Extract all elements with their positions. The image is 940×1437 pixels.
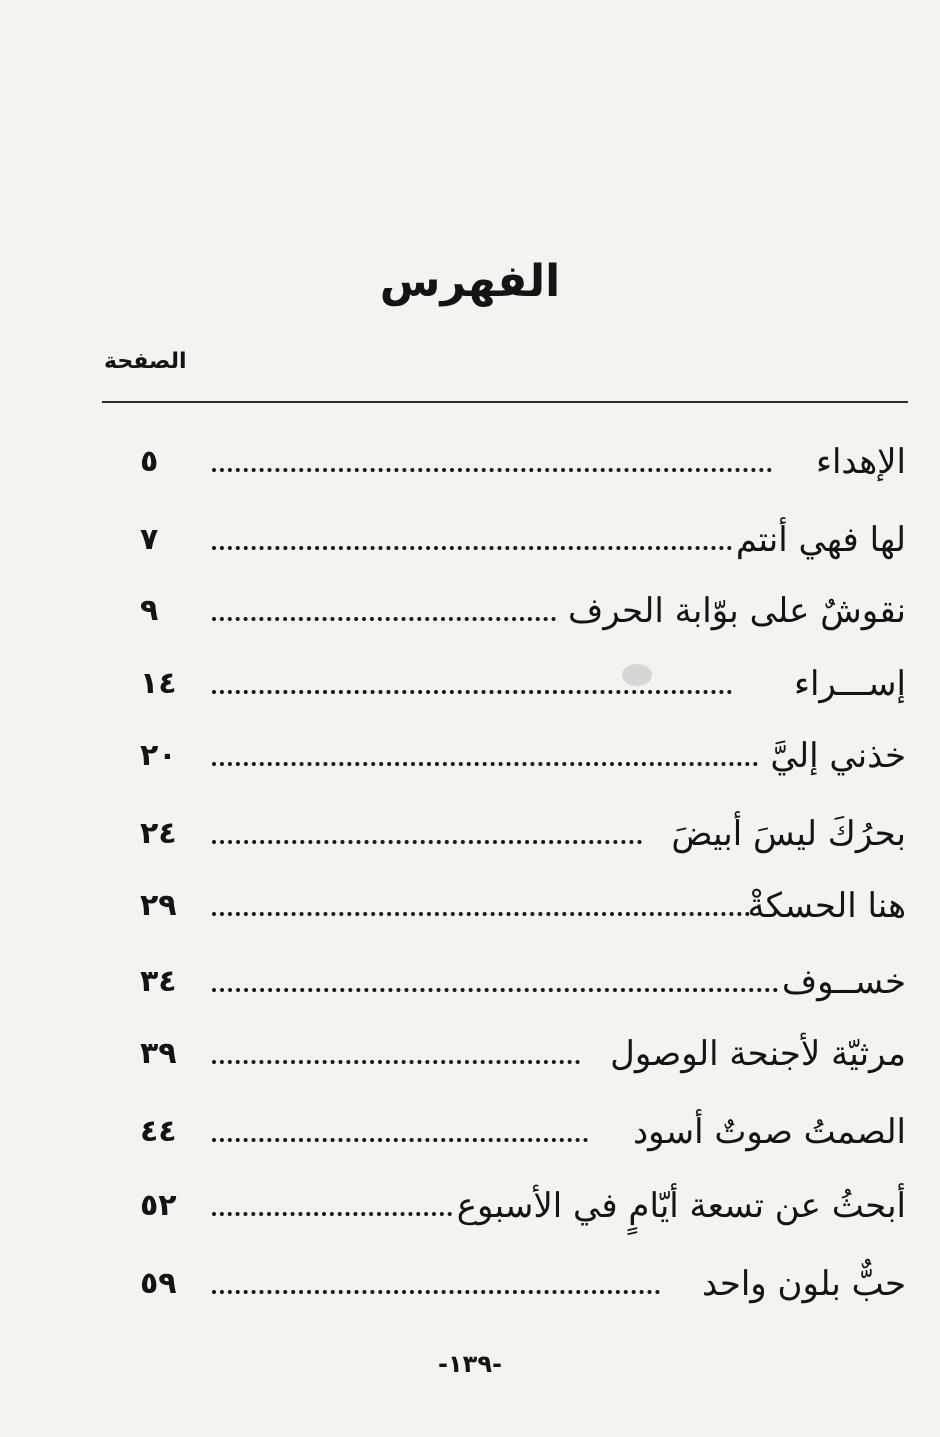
- page-column-header: الصفحة: [104, 349, 187, 374]
- toc-entry: [0, 728, 940, 784]
- dot-leader: [212, 546, 732, 550]
- page-number-footer: -١٣٩-: [438, 1350, 502, 1378]
- toc-entry: [0, 954, 940, 1010]
- dot-leader: [212, 912, 750, 916]
- dot-leader: [212, 617, 556, 621]
- dot-leader: [212, 690, 732, 694]
- toc-entry: [0, 1026, 940, 1082]
- toc-entry-page: ٣٤: [140, 964, 177, 999]
- toc-entry-title: بحرُكَ ليسَ أبيضَ: [671, 814, 906, 854]
- toc-entry: [0, 1178, 940, 1234]
- dot-leader: [212, 1138, 588, 1142]
- toc-entry-title: نقوشٌ على بوّابة الحرف: [568, 591, 906, 631]
- toc-entry-title: لها فهي أنتم: [735, 520, 906, 560]
- toc-entry: [0, 806, 940, 862]
- dot-leader: [212, 840, 642, 844]
- toc-entry-page: ٢٤: [140, 816, 177, 851]
- toc-entry-page: ٧: [140, 522, 159, 557]
- toc-entry: [0, 512, 940, 568]
- toc-entry-page: ٥: [140, 444, 159, 479]
- dot-leader: [212, 1212, 452, 1216]
- toc-entry-title: الصمتُ صوتٌ أسود: [632, 1112, 906, 1152]
- ink-smudge: [622, 664, 652, 686]
- toc-entry: [0, 434, 940, 490]
- toc-entry-title: هنا الحسكةْ: [747, 886, 906, 926]
- dot-leader: [212, 1060, 580, 1064]
- toc-entry-page: ٣٩: [140, 1036, 177, 1071]
- toc-entry-page: ٥٩: [140, 1266, 177, 1301]
- toc-entry: [0, 1104, 940, 1160]
- toc-entry-page: ١٤: [140, 666, 177, 701]
- toc-entry-page: ٤٤: [140, 1114, 177, 1149]
- toc-entry-title: خســوف: [781, 962, 906, 1002]
- toc-entry-page: ٢٠: [140, 738, 177, 773]
- toc-entry: [0, 583, 940, 639]
- toc-entry-page: ٢٩: [140, 888, 177, 923]
- toc-entry-title: مرثيّة لأجنحة الوصول: [610, 1034, 906, 1074]
- page-title: الفهرس: [379, 256, 561, 307]
- toc-entry-title: إســـراء: [793, 664, 906, 704]
- dot-leader: [212, 988, 778, 992]
- toc-entry-title: حبٌّ بلون واحد: [702, 1264, 906, 1304]
- dot-leader: [212, 468, 772, 472]
- toc-entry-page: ٥٢: [140, 1188, 177, 1223]
- toc-entry-page: ٩: [140, 593, 159, 628]
- toc-entry-title: الإهداء: [815, 442, 906, 482]
- toc-entry: [0, 1256, 940, 1312]
- toc-entry-title: خذني إليَّ: [770, 736, 906, 776]
- dot-leader: [212, 762, 758, 766]
- dot-leader: [212, 1290, 660, 1294]
- toc-entry: [0, 878, 940, 934]
- toc-entry: [0, 656, 940, 712]
- toc-entry-title: أبحثُ عن تسعة أيّامٍ في الأسبوع: [456, 1186, 906, 1226]
